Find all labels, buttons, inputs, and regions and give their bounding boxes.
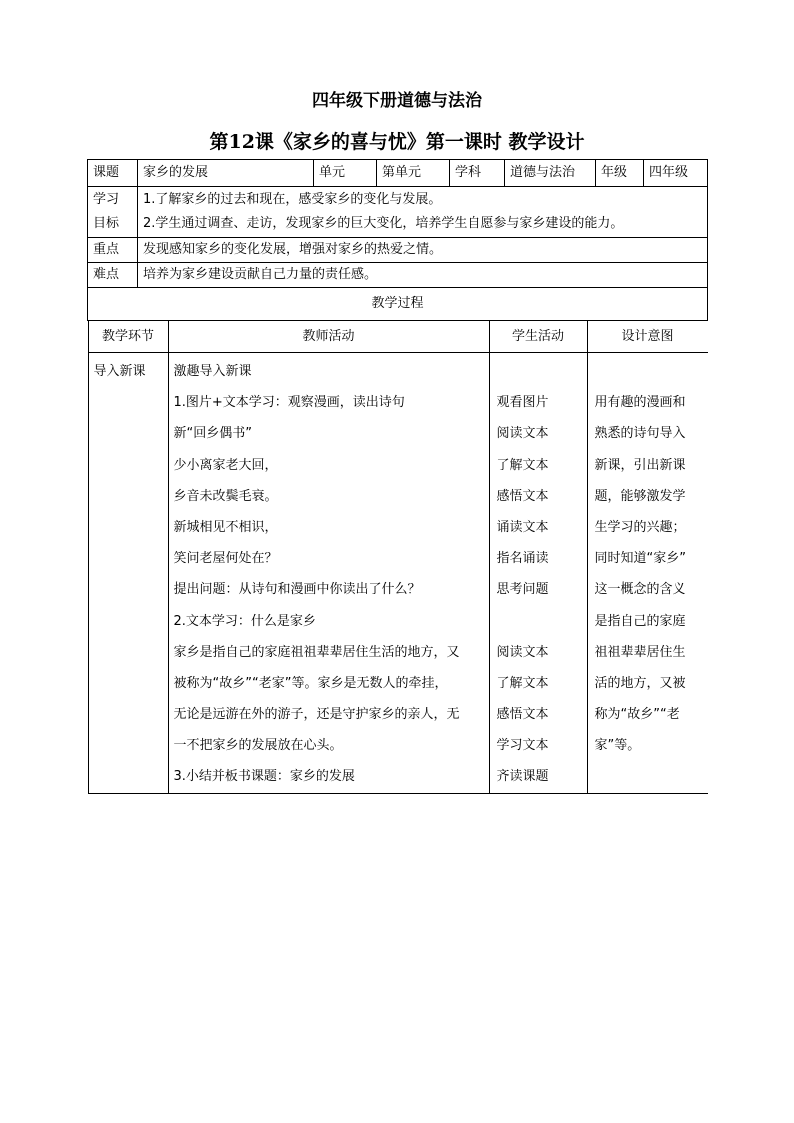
- student-activity-line: 阅读文本: [496, 426, 549, 442]
- goal-item: 1.了解家乡的过去和现在，感受家乡的变化与发展。: [143, 192, 442, 207]
- subject-label: 学科: [450, 160, 505, 187]
- teacher-header: 教师活动: [168, 321, 489, 353]
- design-intent-line: 同时知道“家乡”: [594, 551, 686, 567]
- student-activity-line: 感悟文本: [496, 707, 549, 723]
- design-intent-line: [595, 356, 703, 387]
- student-activity-line: 感悟文本: [496, 488, 549, 504]
- teacher-activity-line: 新城相见不相识，: [173, 519, 278, 535]
- goals-label-line1: 学习: [93, 192, 120, 207]
- student-activity-line: 思考问题: [496, 582, 549, 598]
- design-intent-line: 用有趣的漫画和: [594, 395, 686, 411]
- student-header: 学生活动: [489, 321, 587, 353]
- key-point-row: [88, 238, 708, 263]
- design-intent-line: 是指自己的家庭: [594, 613, 686, 629]
- teacher-activity-line: 笑问老屋何处在？: [173, 551, 278, 567]
- student-activity-line: 指名诵读: [496, 551, 549, 567]
- student-activity-line: 诵读文本: [496, 519, 549, 535]
- design-intent-line: 新课，引出新课: [594, 457, 686, 473]
- difficulty-value: 培养为家乡建设贡献自己力量的责任感。: [138, 263, 708, 288]
- process-title: 教学过程: [88, 288, 708, 321]
- unit-value: 第单元: [377, 160, 450, 187]
- intent-header: 设计意图: [587, 321, 708, 353]
- design-intent-line: 家”等。: [594, 738, 641, 754]
- key-point-label: 重点: [88, 238, 138, 263]
- grade-label: 年级: [596, 160, 644, 187]
- student-activity: [489, 353, 587, 794]
- teacher-activity-line: 提出问题：从诗句和漫画中你读出了什么？: [173, 582, 421, 598]
- topic-value: 家乡的发展: [138, 160, 314, 187]
- teacher-activity-line: 无论是远游在外的游子，还是守护家乡的亲人，无: [173, 707, 460, 723]
- goals-row: [88, 187, 708, 238]
- design-intent-line: 熟悉的诗句导入: [594, 426, 686, 442]
- process-table: [88, 321, 708, 794]
- goals-content: [138, 187, 708, 238]
- teacher-activity-line: 1.图片+文本学习：观察漫画，读出诗句: [173, 395, 405, 411]
- teacher-activity-line: 一不把家乡的发展放在心头。: [173, 738, 343, 754]
- teacher-activity-line: 3.小结并板书课题：家乡的发展: [173, 769, 355, 785]
- goal-item: 2.学生通过调查、走访，发现家乡的巨大变化，培养学生自愿参与家乡建设的能力。: [143, 216, 624, 231]
- stage-name-cell: [88, 353, 168, 794]
- difficulty-label: 难点: [88, 263, 138, 288]
- student-activity-line: 学习文本: [496, 738, 549, 754]
- info-row: [88, 160, 708, 187]
- design-intent: [587, 353, 708, 794]
- teacher-activity-line: 新“回乡偶书”: [173, 426, 252, 442]
- student-activity-line: [497, 606, 582, 637]
- unit-label: 单元: [314, 160, 377, 187]
- teacher-activity-line: 激趣导入新课: [173, 364, 252, 379]
- teacher-activity-line: 被称为“故乡”“老家”等。家乡是无数人的牵挂，: [173, 675, 448, 691]
- teacher-activity: [168, 353, 489, 794]
- subject-value: 道德与法治: [505, 160, 596, 187]
- process-title-row: [88, 288, 708, 321]
- stage-name: 导入新课: [93, 364, 146, 379]
- process-header-row: [88, 321, 708, 353]
- student-activity-line: 齐读课题: [496, 769, 549, 785]
- student-activity-line: 观看图片: [496, 395, 549, 411]
- teacher-activity-line: 2.文本学习：什么是家乡: [173, 613, 316, 629]
- teacher-activity-line: 乡音未改鬓毛衰。: [173, 488, 278, 504]
- teacher-activity-line: 家乡是指自己的家庭祖祖辈辈居住生活的地方，又: [173, 644, 460, 660]
- design-intent-line: 祖祖辈辈居住生: [594, 644, 686, 660]
- design-intent-line: 称为“故乡”“老: [594, 707, 680, 723]
- difficulty-row: [88, 263, 708, 288]
- lesson-title: 第12课《家乡的喜与忧》第一课时 教学设计: [209, 131, 585, 153]
- process-section: [88, 321, 708, 794]
- topic-label: 课题: [88, 160, 138, 187]
- goals-label-line2: 目标: [93, 216, 120, 231]
- key-point-value: 发现感知家乡的变化发展，增强对家乡的热爱之情。: [138, 238, 708, 263]
- design-intent-line: 生学习的兴趣；: [594, 519, 686, 535]
- process-section-row: [88, 321, 708, 794]
- student-activity-line: [497, 356, 582, 387]
- student-activity-line: 阅读文本: [496, 644, 549, 660]
- process-body-row: [88, 353, 708, 794]
- student-activity-line: 了解文本: [496, 675, 549, 691]
- teacher-activity-line: 少小离家老大回，: [173, 457, 278, 473]
- lesson-plan-table: [87, 159, 708, 794]
- stage-header: 教学环节: [88, 321, 168, 353]
- design-intent-line: 活的地方，又被: [594, 675, 686, 691]
- grade-value: 四年级: [644, 160, 708, 187]
- design-intent-line: 题，能够激发学: [594, 488, 686, 504]
- design-intent-line: 这一概念的含义: [594, 582, 686, 598]
- student-activity-line: 了解文本: [496, 457, 549, 473]
- goals-label: [88, 187, 138, 238]
- document-title: 四年级下册道德与法治: [312, 91, 482, 111]
